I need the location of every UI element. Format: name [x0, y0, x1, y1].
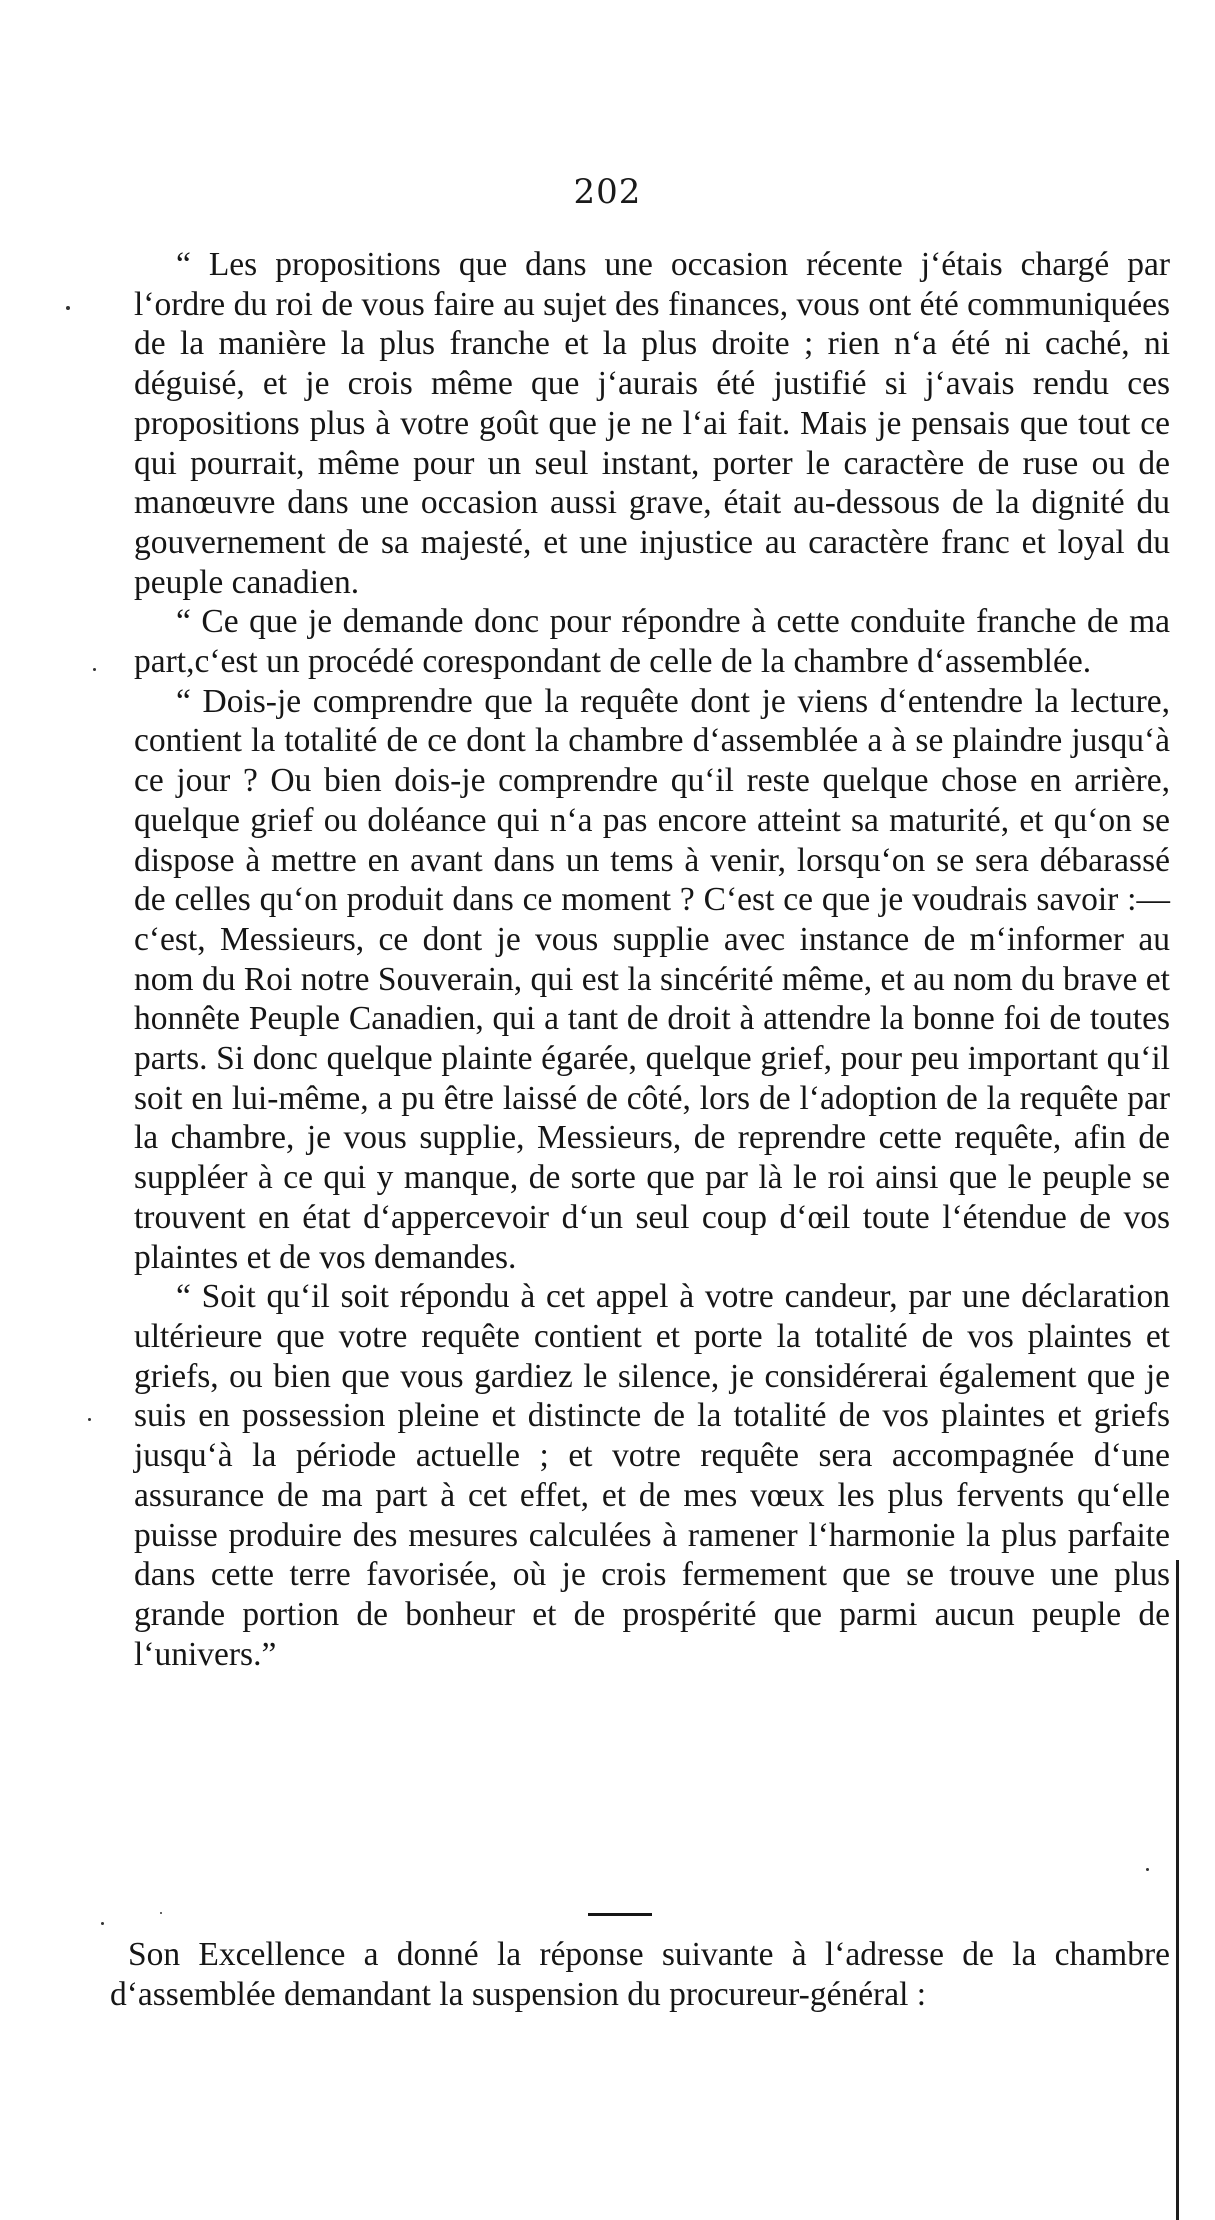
print-speck: [88, 1418, 91, 1421]
response-text: [110, 1935, 1170, 2014]
page-edge-shadow: [1176, 1560, 1179, 2220]
paragraph-response: Son Excellence a donné la réponse suivante à l‘adresse de la chambre d‘assemblée demandant la suspension du procureur-général :: [110, 1936, 1170, 2013]
page-number: 202: [573, 172, 642, 212]
paragraph-question: “ Dois-je comprendre que la requête dont je viens d‘entendre la lecture, contient la totalité de ce dont la chambre d‘assemblée a à se plaindre jusqu‘à ce jour ? Ou bien dois-je comprendre qu‘il reste quelque chose en arrière, quelque grief ou doléance qui n‘a pas encore atteint sa maturité, et qu‘on se dispose à mettre en avant dans un tems à venir, lorsqu‘on se sera débarassé de celles qu‘on produit dans ce moment ? C‘est ce que je voudrais savoir :—c‘est, Messieurs, ce dont je vous supplie avec instance de m‘informer au nom du Roi notre Souverain, qui est la sincérité même, et au nom du brave et honnête Peuple Canadien, qui a tant de droit à attendre la bonne foi de toutes parts. Si donc quelque plainte égarée, quelque grief, pour peu important qu‘il soit en lui-même, a pu être laissé de côté, lors de l‘adoption de la requête par la chambre, je vous supplie, Messieurs, de reprendre cette requête, afin de suppléer à ce qui y manque, de sorte que par là le roi ainsi que le peuple se trouvent en état d‘appercevoir d‘un seul coup d‘œil toute l‘étendue de vos plaintes et de vos demandes.: [134, 682, 1170, 1276]
print-speck: [93, 668, 96, 671]
print-speck: [1146, 1868, 1149, 1871]
speech-text: [134, 245, 1170, 1674]
print-speck: [160, 1912, 162, 1914]
section-divider: [588, 1913, 652, 1916]
print-speck: [101, 1922, 104, 1925]
paragraph-finances: “ Les propositions que dans une occasion récente j‘étais chargé par l‘ordre du roi de vous faire au sujet des finances, vous ont été communiquées de la manière la plus franche et la plus droite ; rien n‘a été ni caché, ni déguisé, et je crois même que j‘aurais été justifié si j‘avais rendu ces propositions plus à votre goût que je ne l‘ai fait. Mais je pensais que tout ce qui pourrait, même pour un seul instant, porter le caractère de ruse ou de manœuvre dans une occasion aussi grave, était au-dessous de la dignité du gouvernement de sa majesté, et une injustice au caractère franc et loyal du peuple canadien.: [134, 246, 1170, 601]
paragraph-conclusion: “ Soit qu‘il soit répondu à cet appel à votre candeur, par une déclaration ultérieure que votre requête contient et porte la totalité de vos plaintes et griefs, ou bien que vous gardiez le silence, je considérerai également que je suis en possession pleine et distincte de la totalité de vos plaintes et griefs jusqu‘à la période actuelle ; et votre requête sera accompagnée d‘une assurance de ma part à cet effet, et de mes vœux les plus fervents qu‘elle puisse produire des mesures calculées à ramener l‘harmonie la plus parfaite dans cette terre favorisée, où je crois fermement que se trouve une plus grande portion de bonheur et de prospérité que parmi aucun peuple de l‘univers.”: [134, 1278, 1170, 1673]
paragraph-demand: “ Ce que je demande donc pour répondre à cette conduite franche de ma part,c‘est un procédé corespondant de celle de la chambre d‘assemblée.: [134, 603, 1170, 681]
print-speck: [66, 306, 70, 310]
